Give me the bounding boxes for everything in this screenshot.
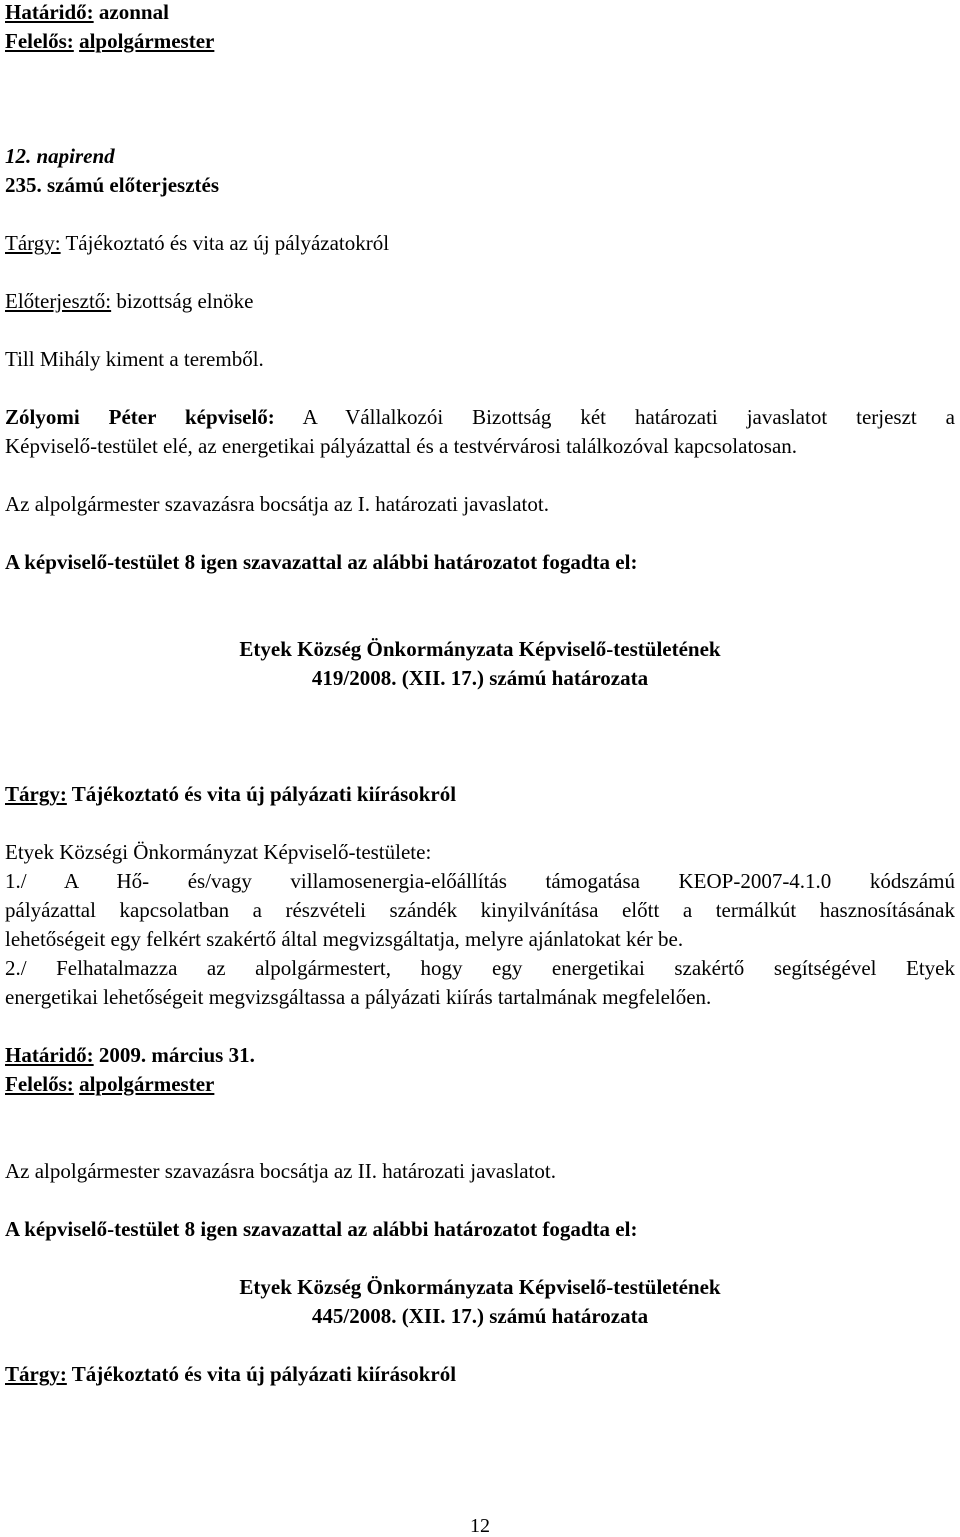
presenter-label: Előterjesztő: xyxy=(5,289,112,313)
resolution1-deadline-value: 2009. március 31. xyxy=(98,1043,255,1067)
subject-value: Tájékoztató és vita az új pályázatokról xyxy=(65,231,390,255)
resolution2-heading: Etyek Község Önkormányzata Képviselő-testületének xyxy=(239,1275,721,1299)
agenda-presenter xyxy=(5,289,253,313)
proposal-number: 235. számú előterjesztés xyxy=(5,173,219,197)
page-number: 12 xyxy=(470,1515,490,1537)
responsible-line xyxy=(5,29,214,53)
resolution1-number: 419/2008. (XII. 17.) számú határozata xyxy=(311,666,649,690)
resolution1-intro: Etyek Községi Önkormányzat Képviselő-testülete: xyxy=(5,840,432,864)
responsible-label: Felelős: xyxy=(5,29,74,53)
resolution1-responsible xyxy=(5,1072,214,1096)
speech-line-1 xyxy=(5,405,955,429)
vote1-call: Az alpolgármester szavazásra bocsátja az I. határozati javaslatot. xyxy=(5,492,549,516)
subject-label: Tárgy: xyxy=(5,231,61,255)
resolution2-subject-label: Tárgy: xyxy=(5,1362,67,1386)
agenda-note: Till Mihály kiment a teremből. xyxy=(5,347,264,371)
vote1-result: A képviselő-testület 8 igen szavazattal az alábbi határozatot fogadta el: xyxy=(5,550,638,574)
resolution1-p1-line2: pályázattal kapcsolatban a részvételi szándék kinyilvánítása előtt a termálkút hasznosításának xyxy=(5,898,955,922)
agenda-item: 12. napirend xyxy=(5,144,115,168)
resolution1-p2-line1: 2./ Felhatalmazza az alpolgármestert, hogy egy energetikai szakértő segítségével Etyek xyxy=(5,956,955,980)
deadline-line xyxy=(5,0,169,24)
deadline-value: azonnal xyxy=(98,0,169,24)
resolution2-subject-value: Tájékoztató és vita új pályázati kiírásokról xyxy=(71,1362,457,1386)
deadline-label: Határidő: xyxy=(5,0,94,24)
resolution1-responsible-value: alpolgármester xyxy=(79,1072,215,1096)
vote2-call: Az alpolgármester szavazásra bocsátja az II. határozati javaslatot. xyxy=(5,1159,556,1183)
speech-line-2: Képviselő-testület elé, az energetikai pályázattal és a testvérvárosi találkozóval kapcsolatosan. xyxy=(5,434,798,458)
resolution1-deadline-label: Határidő: xyxy=(5,1043,94,1067)
vote2-result: A képviselő-testület 8 igen szavazattal az alábbi határozatot fogadta el: xyxy=(5,1217,638,1241)
resolution1-responsible-label: Felelős: xyxy=(5,1072,74,1096)
resolution1-p2-line2: energetikai lehetőségeit megvizsgáltassa a pályázati kiírás tartalmának megfelelően. xyxy=(5,985,712,1009)
resolution1-subject-value: Tájékoztató és vita új pályázati kiírásokról xyxy=(71,782,457,806)
speaker-name: Zólyomi Péter képviselő: xyxy=(5,405,275,429)
resolution1-heading: Etyek Község Önkormányzata Képviselő-testületének xyxy=(239,637,721,661)
resolution1-p1-line1: 1./ A Hő- és/vagy villamosenergia-előállítás támogatása KEOP-2007-4.1.0 kódszámú xyxy=(5,869,955,893)
presenter-value: bizottság elnöke xyxy=(116,289,254,313)
resolution1-deadline xyxy=(5,1043,255,1067)
resolution1-p1-line3: lehetőségeit egy felkért szakértő által megvizsgáltatja, melyre ajánlatokat kér be. xyxy=(5,927,684,951)
responsible-value: alpolgármester xyxy=(79,29,215,53)
agenda-subject xyxy=(5,231,389,255)
resolution2-number: 445/2008. (XII. 17.) számú határozata xyxy=(311,1304,649,1328)
resolution1-subject xyxy=(5,782,456,806)
speech-text-1: A Vállalkozói Bizottság két határozati javaslatot terjeszt a xyxy=(302,405,956,429)
resolution1-subject-label: Tárgy: xyxy=(5,782,67,806)
resolution2-subject xyxy=(5,1362,456,1386)
